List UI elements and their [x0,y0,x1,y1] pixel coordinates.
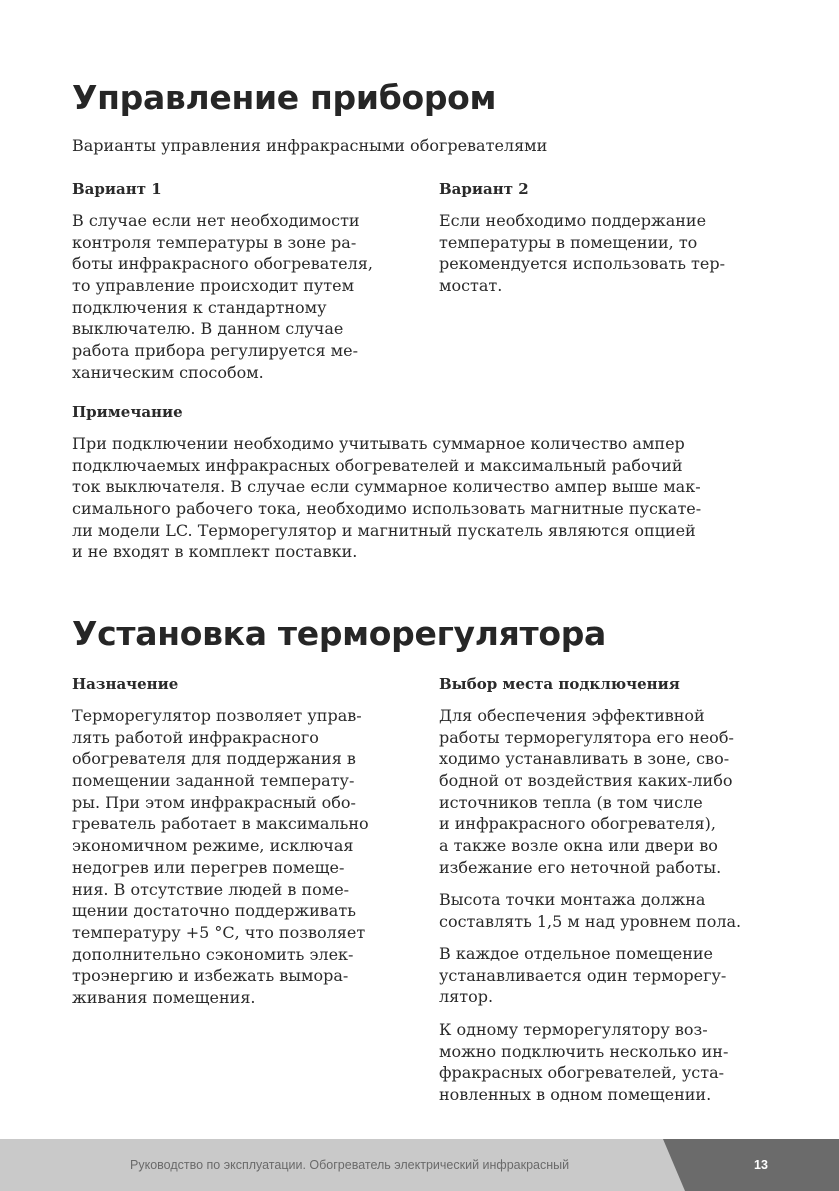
text-line: троэнергию и избежать вымора- [72,966,349,986]
text-line: обогревателя для поддержания в [72,749,356,769]
text-line: контроля температуры в зоне ра- [72,232,357,252]
footer-document-title: Руководство по эксплуатации. Обогреватель электрический инфракрасный [130,1158,570,1172]
text-line: составлять 1,5 м над уровнем пола. [439,911,742,931]
text-line: а также возле окна или двери во [439,836,718,856]
text-line: симального рабочего тока, необходимо использовать магнитные пускате- [72,499,702,519]
text-line: При подключении необходимо учитывать суммарное количество ампер [72,434,685,453]
location-paragraph-2 [439,889,779,932]
text-line: лять работой инфракрасного [72,727,319,747]
text-line: избежание его неточной работы. [439,857,722,877]
text-line: экономичном режиме, исключая [72,836,354,856]
section-title-thermostat-installation: Установка терморегулятора [72,614,606,653]
text-line: то управление происходит путем [72,276,355,296]
text-line: живания помещения. [72,987,256,1007]
text-line: работа прибора регулируется ме- [72,341,358,361]
text-line: и не входят в комплект поставки. [72,542,358,562]
text-line: температуры в помещении, то [439,232,698,252]
text-line: можно подключить несколько ин- [439,1041,729,1061]
text-line: ры. При этом инфракрасный обо- [72,792,356,812]
location-paragraph-1 [439,705,779,879]
text-line: и инфракрасного обогревателя), [439,814,716,834]
text-line: помещении заданной температу- [72,771,355,791]
text-line: подключения к стандартному [72,297,327,317]
text-line: ли модели LC. Терморегулятор и магнитный пускатель являются опцией [72,520,696,540]
text-line: лятор. [439,987,494,1007]
text-line: источников тепла (в том числе [439,792,703,812]
text-line: работы терморегулятора его необ- [439,727,734,747]
text-line: греватель работает в максимально [72,814,369,834]
section-subtitle: Варианты управления инфракрасными обогревателями [72,136,548,155]
purpose-text [72,705,412,1009]
variant2-text [439,210,779,297]
text-line: подключаемых инфракрасных обогревателей и максимальный рабочий [72,455,683,475]
note-heading: Примечание [72,403,183,421]
text-line: К одному терморегулятору воз- [439,1020,708,1039]
text-line: Если необходимо поддержание [439,211,707,230]
text-line: Для обеспечения эффективной [439,706,705,725]
variant1-heading: Вариант 1 [72,180,162,198]
text-line: недогрев или перегрев помеще- [72,857,345,877]
text-line: ния. В отсутствие людей в поме- [72,879,350,899]
text-line: дополнительно сэкономить элек- [72,944,354,964]
text-line: ханическим способом. [72,362,264,382]
text-line: устанавливается один терморегу- [439,965,727,985]
text-line: бодной от воздействия каких-либо [439,771,733,791]
section-title-device-control: Управление прибором [72,78,497,117]
location-paragraph-3 [439,943,779,1008]
variant1-text [72,210,412,384]
text-line: Терморегулятор позволяет управ- [72,706,362,725]
text-line: фракрасных обогревателей, уста- [439,1063,725,1083]
text-line: щении достаточно поддерживать [72,901,356,921]
text-line: В каждое отдельное помещение [439,944,714,963]
text-line: рекомендуется использовать тер- [439,254,725,274]
text-line: новленных в одном помещении. [439,1085,712,1105]
text-line: В случае если нет необходимости [72,211,360,230]
location-heading: Выбор места подключения [439,675,680,693]
text-line: ток выключателя. В случае если суммарное количество ампер выше мак- [72,477,701,497]
text-line: ходимо устанавливать в зоне, сво- [439,749,730,769]
purpose-heading: Назначение [72,675,179,693]
text-line: выключателю. В данном случае [72,319,344,339]
text-line: боты инфракрасного обогревателя, [72,254,373,274]
text-line: Высота точки монтажа должна [439,890,706,909]
note-text [72,433,772,563]
page-number: 13 [754,1158,768,1172]
location-paragraph-4 [439,1019,779,1106]
variant2-heading: Вариант 2 [439,180,529,198]
text-line: температуру +5 °С, что позволяет [72,922,366,942]
text-line: мостат. [439,276,503,296]
